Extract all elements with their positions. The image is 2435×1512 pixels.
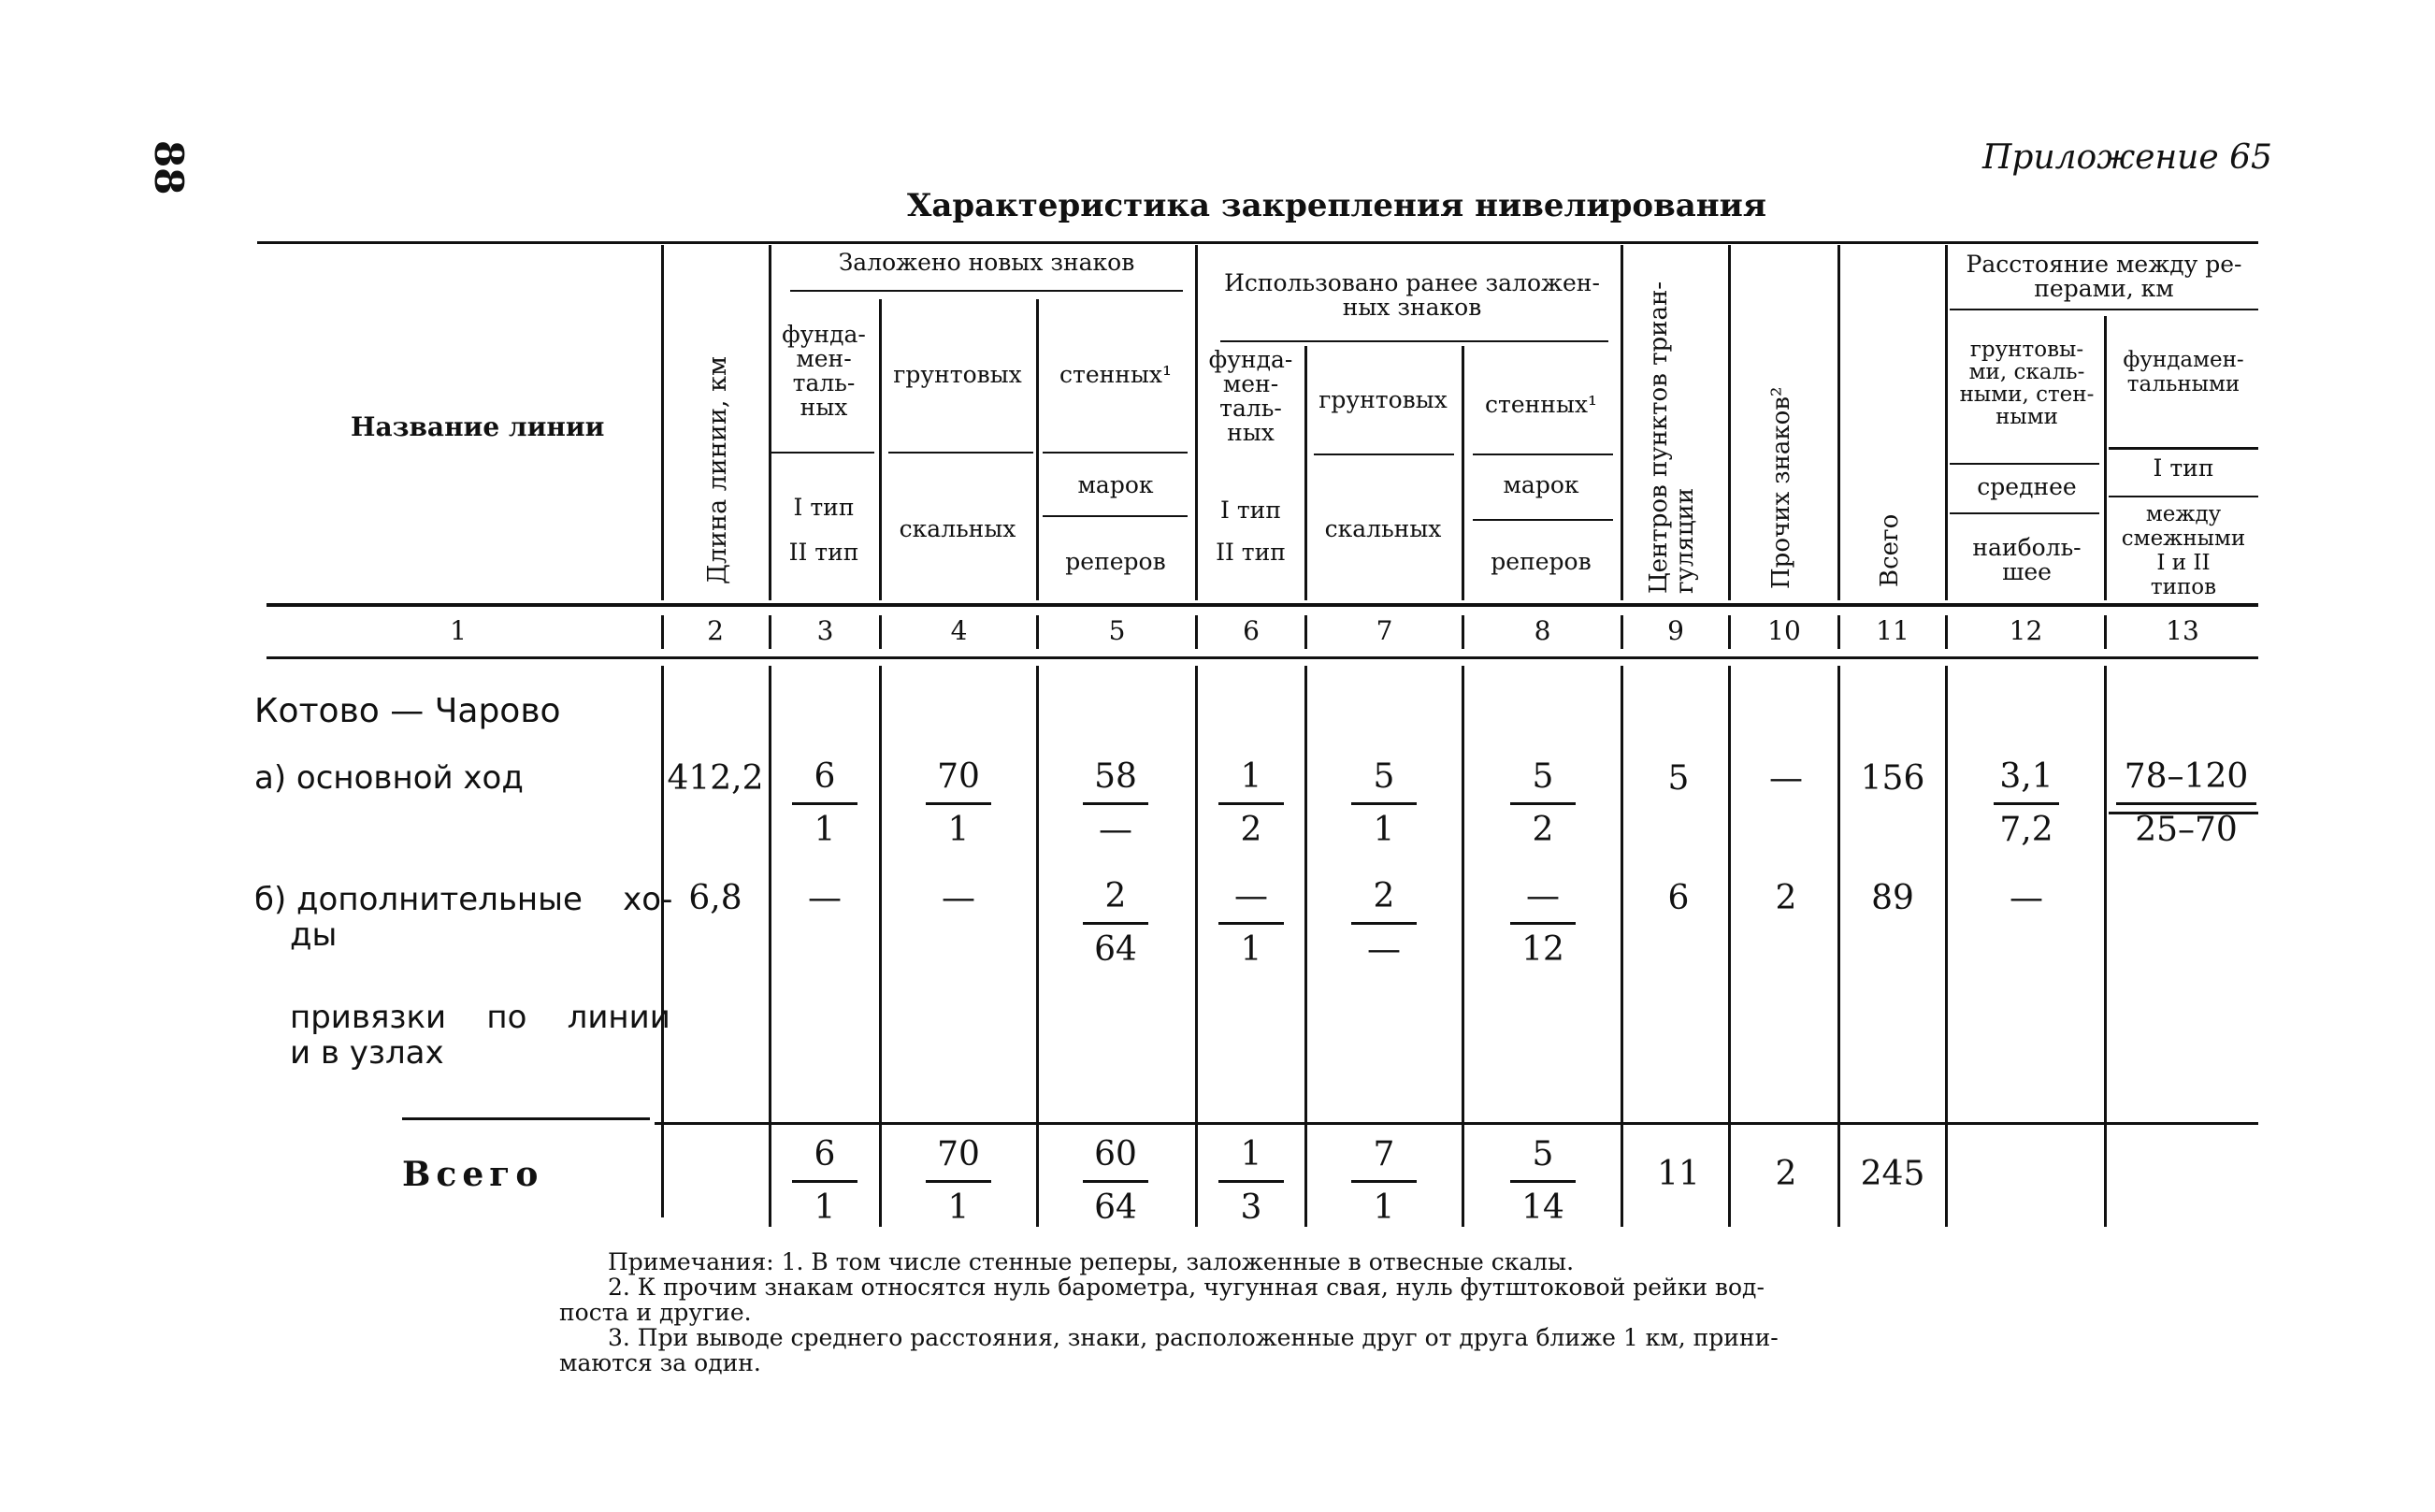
header-length: Длина линии, км — [703, 356, 732, 584]
extra-c8 — [1487, 875, 1599, 972]
total-c8-den: 14 — [1521, 1188, 1564, 1227]
main-c4 — [902, 756, 1015, 852]
header-used-ground: грунтовых — [1318, 386, 1448, 413]
total-c11: 245 — [1860, 1155, 1925, 1193]
header-new-benchmarks: реперов — [1065, 548, 1166, 575]
main-c5-num: 58 — [1094, 757, 1137, 796]
total-c4-den: 1 — [947, 1188, 970, 1227]
total-c5-num: 60 — [1094, 1135, 1137, 1174]
total-c6 — [1195, 1133, 1307, 1230]
main-c7 — [1328, 756, 1440, 852]
main-c3 — [769, 756, 881, 852]
main-c4-num: 70 — [937, 757, 980, 796]
total-c8 — [1487, 1133, 1599, 1230]
header-new-rock: скальных — [899, 515, 1016, 542]
header-distance-foundational: фундамен- тальными — [2123, 348, 2244, 396]
extra-c7-num: 2 — [1373, 877, 1395, 915]
total-c5 — [1059, 1133, 1172, 1230]
header-distance-group: Расстояние между ре- перами, км — [1966, 251, 2242, 302]
header-new-type2: II тип — [788, 539, 859, 566]
col-num-4: 4 — [950, 615, 968, 646]
header-new-wall: стенных¹ — [1059, 361, 1172, 388]
col-num-12: 12 — [2009, 615, 2043, 646]
extra-c7-den: — — [1367, 930, 1401, 969]
header-name: Название линии — [351, 411, 605, 442]
note-3b: маются за один. — [559, 1349, 761, 1376]
col-num-2: 2 — [707, 615, 724, 646]
extra-c6 — [1195, 875, 1307, 972]
extra-c6-num: — — [1234, 877, 1268, 915]
main-c9: 5 — [1667, 759, 1690, 798]
main-c6 — [1195, 756, 1307, 852]
main-c7-num: 5 — [1373, 757, 1395, 796]
header-new-ground: грунтовых — [893, 361, 1022, 388]
col-num-1: 1 — [450, 615, 467, 646]
main-c13-num: 78–120 — [2124, 757, 2249, 796]
main-c11: 156 — [1860, 759, 1925, 798]
main-c8 — [1487, 756, 1599, 852]
main-c12 — [1970, 756, 2082, 852]
main-c6-num: 1 — [1240, 757, 1262, 796]
extra-c6-den: 1 — [1240, 930, 1262, 969]
header-used-rock: скальных — [1324, 515, 1442, 542]
header-used-benchmarks: реперов — [1491, 548, 1592, 575]
row-ties-label-1: привязки по линии — [290, 999, 670, 1036]
page-title: Характеристика закрепления нивелирования — [907, 187, 1766, 224]
col-num-9: 9 — [1667, 615, 1684, 646]
extra-c11: 89 — [1871, 879, 1914, 917]
col-num-3: 3 — [816, 615, 834, 646]
note-2a: 2. К прочим знакам относятся нуль барометра, чугунная свая, нуль футштоковой рейки вод- — [608, 1274, 1765, 1301]
header-new-group: Заложено новых знаков — [838, 249, 1135, 276]
page-number: 88 — [146, 140, 192, 195]
row-ties-label-2: и в узлах — [290, 1034, 444, 1072]
total-c8-num: 5 — [1532, 1135, 1554, 1174]
header-used-group: Использовано ранее заложен- ных знаков — [1224, 269, 1600, 321]
extra-c7 — [1328, 875, 1440, 972]
header-new-type1: I тип — [793, 494, 855, 521]
extra-c4: — — [942, 879, 975, 917]
col-num-6: 6 — [1243, 615, 1260, 646]
total-c6-den: 3 — [1240, 1188, 1262, 1227]
header-new-marks: марок — [1077, 471, 1154, 498]
col-num-13: 13 — [2166, 615, 2199, 646]
main-c6-den: 2 — [1240, 811, 1262, 849]
extra-c5-den: 64 — [1094, 930, 1137, 969]
note-1: Примечания: 1. В том числе стенные реперы, заложенные в отвесные скалы. — [608, 1248, 1575, 1275]
row-main-label: а) основной ход — [254, 759, 524, 797]
header-used-type2: II тип — [1216, 539, 1286, 566]
extra-c5-num: 2 — [1104, 877, 1127, 915]
header-used-type1: I тип — [1220, 497, 1281, 524]
main-c8-num: 5 — [1532, 757, 1554, 796]
row-total-label: Всего — [402, 1155, 544, 1194]
main-c12-den: 7,2 — [1999, 811, 2053, 849]
header-distance-max: наиболь- шее — [1972, 534, 2082, 585]
main-c3-den: 1 — [814, 811, 836, 849]
col-num-8: 8 — [1534, 615, 1551, 646]
appendix-label: Приложение 65 — [1982, 138, 2272, 177]
extra-c9: 6 — [1667, 879, 1690, 917]
total-c7-num: 7 — [1373, 1135, 1395, 1174]
note-2b: поста и другие. — [559, 1299, 752, 1326]
col-num-10: 10 — [1767, 615, 1801, 646]
total-c7 — [1328, 1133, 1440, 1230]
header-distance-type1: I тип — [2153, 454, 2214, 482]
main-c13 — [2111, 756, 2261, 852]
main-c12-num: 3,1 — [1999, 757, 2053, 796]
main-c13-den: 25–70 — [2135, 811, 2238, 849]
extra-c8-den: 12 — [1521, 930, 1564, 969]
main-c8-den: 2 — [1532, 811, 1554, 849]
header-total: Всего — [1876, 513, 1904, 587]
total-c3-den: 1 — [814, 1188, 836, 1227]
extra-c3: — — [808, 879, 842, 917]
extra-c5 — [1059, 875, 1172, 972]
total-c4-num: 70 — [937, 1135, 980, 1174]
row-extra-label-1: б) дополнительные хо- — [254, 881, 673, 918]
extra-c12: — — [2010, 879, 2043, 917]
col-num-7: 7 — [1376, 615, 1393, 646]
col-num-11: 11 — [1876, 615, 1909, 646]
main-c7-den: 1 — [1373, 811, 1395, 849]
total-c3-num: 6 — [814, 1135, 836, 1174]
col-num-5: 5 — [1108, 615, 1126, 646]
main-c5 — [1059, 756, 1172, 852]
total-c4 — [902, 1133, 1015, 1230]
header-distance-average: среднее — [1977, 473, 2077, 500]
total-c9: 11 — [1657, 1155, 1700, 1193]
total-c5-den: 64 — [1094, 1188, 1137, 1227]
total-c6-num: 1 — [1240, 1135, 1262, 1174]
header-distance-between: между смежными I и II типов — [2121, 502, 2246, 599]
header-distance-ground: грунтовы- ми, скаль- ными, стен- ными — [1959, 338, 2095, 429]
header-new-foundational: фунда- мен- таль- ных — [782, 321, 866, 421]
main-c4-den: 1 — [947, 811, 970, 849]
main-c3-num: 6 — [814, 757, 836, 796]
extra-c10: 2 — [1775, 879, 1797, 917]
row-group-title: Котово — Чарово — [254, 692, 561, 730]
total-c10: 2 — [1775, 1155, 1797, 1193]
main-c10: — — [1769, 759, 1803, 798]
row-extra-label-2: ды — [290, 916, 338, 954]
extra-length: 6,8 — [688, 879, 742, 917]
header-used-marks: марок — [1503, 471, 1579, 498]
main-length: 412,2 — [667, 759, 764, 798]
total-c7-den: 1 — [1373, 1188, 1395, 1227]
header-used-wall: стенных¹ — [1485, 391, 1597, 418]
extra-c8-num: — — [1526, 877, 1560, 915]
header-other-marks: Прочих знаков² — [1767, 386, 1795, 589]
main-c5-den: — — [1099, 811, 1132, 849]
header-triangulation-centers: Центров пунктов триан- гуляции — [1645, 281, 1699, 594]
header-used-foundational: фунда- мен- таль- ных — [1208, 346, 1293, 446]
note-3a: 3. При выводе среднего расстояния, знаки, расположенные друг от друга ближе 1 км, прини- — [608, 1324, 1779, 1351]
total-c3 — [769, 1133, 881, 1230]
